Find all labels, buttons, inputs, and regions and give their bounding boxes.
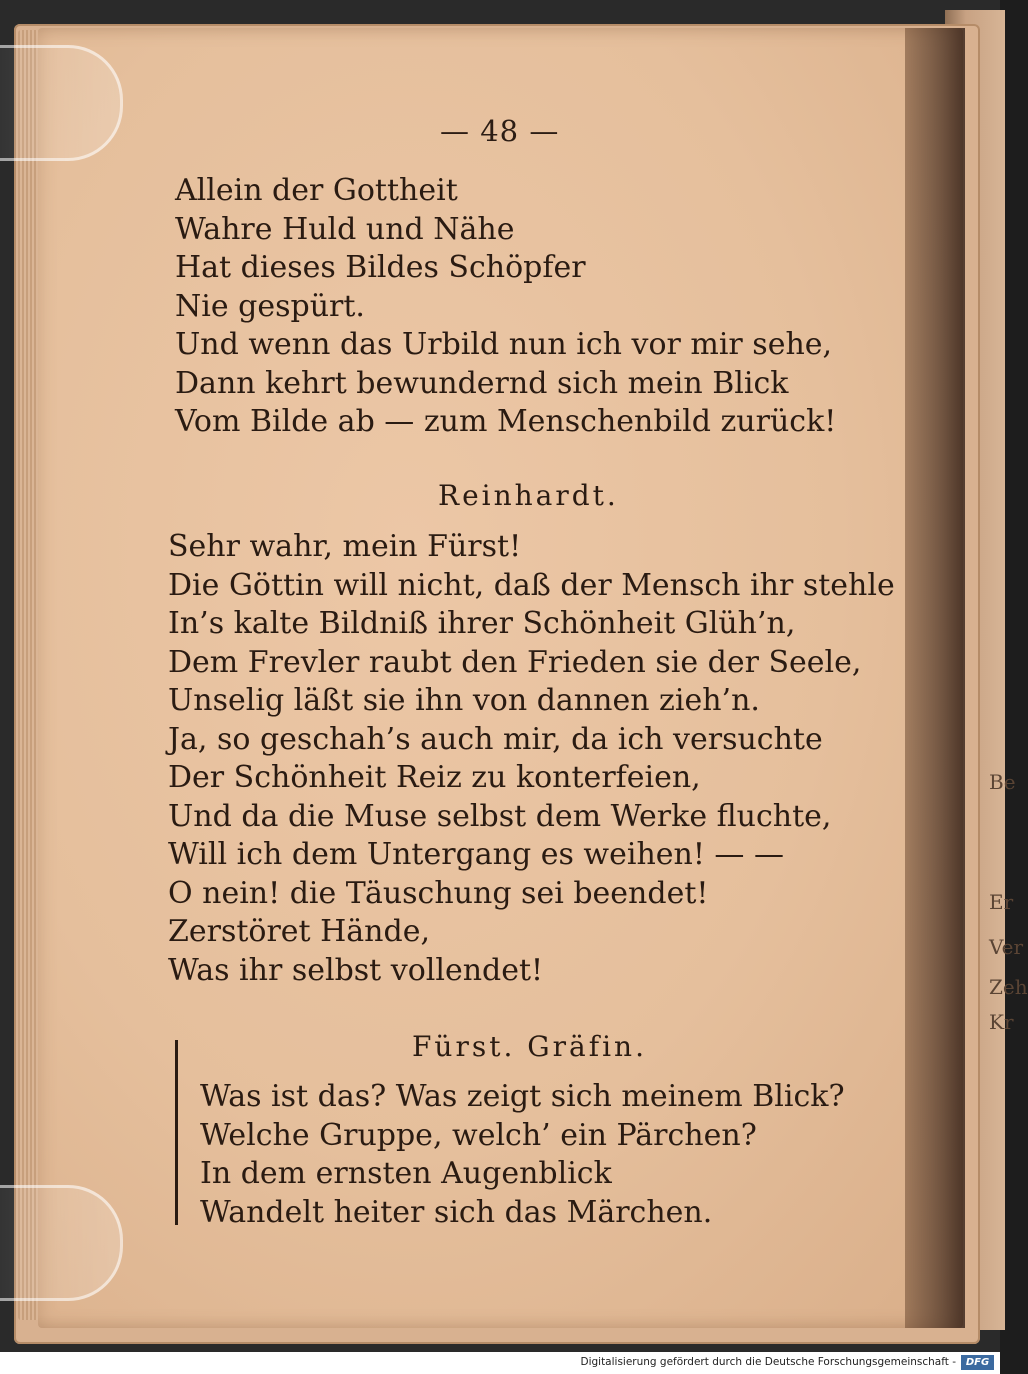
book-gutter — [905, 28, 965, 1328]
verse-line: Welche Gruppe, welch’ ein Pärchen? — [200, 1117, 757, 1153]
verse-line: Nie gespürt. — [175, 288, 365, 324]
verse-line: Ja, so geschah’s auch mir, da ich versuchte — [168, 721, 823, 757]
page-number: — 48 — — [440, 114, 560, 148]
speaker-name: Reinhardt. — [438, 479, 619, 512]
verse-line: Wandelt heiter sich das Märchen. — [200, 1194, 713, 1230]
page-clip-bottom — [0, 1185, 123, 1301]
verse-line: Hat dieses Bildes Schöpfer — [175, 250, 586, 285]
adjacent-page-fragment: Ver — [989, 935, 1024, 959]
dfg-logo: DFG — [961, 1355, 994, 1370]
verse-line: Wahre Huld und Nähe — [175, 211, 515, 247]
verse-line: Unselig läßt sie ihn von dannen zieh’n. — [168, 683, 760, 718]
adjacent-page-fragment: Be — [989, 770, 1016, 794]
verse-line: Dann kehrt bewundernd sich mein Blick — [175, 365, 789, 401]
verse-line: Sehr wahr, mein Fürst! — [168, 529, 522, 564]
verse-line: Und wenn das Urbild nun ich vor mir sehe, — [175, 327, 833, 362]
verse-line: In dem ernsten Augenblick — [200, 1156, 612, 1191]
page-clip-top — [0, 45, 123, 161]
verse-line: Zerstöret Hände, — [168, 914, 431, 949]
verse-line: Was ihr selbst vollendet! — [168, 952, 544, 988]
speaker-names: Fürst. Gräfin. — [412, 1030, 647, 1063]
verse-block-3 — [200, 1078, 845, 1232]
verse-line: Will ich dem Untergang es weihen! — — — [168, 837, 784, 872]
page-edges — [18, 30, 40, 1320]
verse-line: Die Göttin will nicht, daß der Mensch ihr stehle — [168, 567, 895, 603]
verse-line: In’s kalte Bildniß ihrer Schönheit Glüh’n, — [168, 606, 796, 641]
verse-line: Der Schönheit Reiz zu konterfeien, — [168, 760, 701, 795]
verse-line: O nein! die Täuschung sei beendet! — [168, 875, 709, 911]
curly-brace-icon — [175, 1040, 178, 1225]
verse-line: Und da die Muse selbst dem Werke fluchte, — [168, 798, 832, 834]
footer-bar — [0, 1352, 1000, 1374]
verse-block-1 — [175, 172, 836, 442]
adjacent-page-fragment: Zeh — [989, 975, 1028, 999]
adjacent-page-fragment: Kr — [989, 1010, 1014, 1034]
verse-line: Vom Bilde ab — zum Menschenbild zurück! — [175, 404, 837, 439]
adjacent-page-fragment: Er — [989, 890, 1014, 914]
verse-line: Was ist das? Was zeigt sich meinem Blick? — [200, 1079, 845, 1114]
funding-note: Digitalisierung gefördert durch die Deutsche Forschungsgemeinschaft - — [580, 1356, 956, 1368]
verse-line: Allein der Gottheit — [175, 173, 458, 208]
verse-block-2 — [168, 528, 895, 990]
verse-line: Dem Frevler raubt den Frieden sie der Seele, — [168, 644, 862, 680]
